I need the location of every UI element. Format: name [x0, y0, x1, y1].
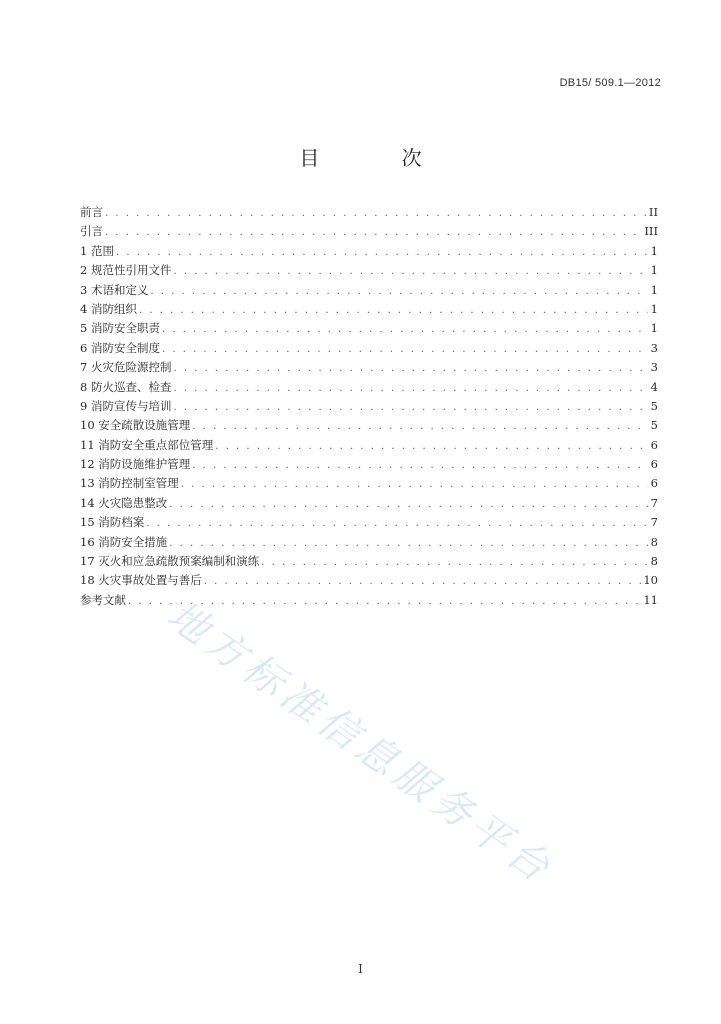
toc-entry-page: 1 — [650, 243, 658, 258]
toc-dot-leader — [169, 534, 648, 553]
toc-dot-leader — [139, 301, 648, 320]
page-number: I — [358, 962, 363, 976]
toc-entry[interactable] — [80, 261, 658, 280]
toc-dot-leader — [192, 417, 648, 436]
toc-dot-leader — [150, 282, 648, 301]
toc-entry-label: 1 范围 — [80, 243, 114, 258]
toc-dot-leader — [105, 223, 642, 242]
toc-entry[interactable] — [80, 591, 658, 610]
toc-dot-leader — [173, 398, 648, 417]
toc-entry[interactable] — [80, 397, 658, 416]
toc-entry[interactable] — [80, 474, 658, 493]
toc-entry-page: 6 — [650, 476, 658, 491]
toc-dot-leader — [162, 320, 648, 339]
toc-entry-label: 4 消防组织 — [80, 301, 137, 316]
toc-entry-label: 参考文献 — [80, 592, 126, 607]
toc-entry-label: 12 消防设施维护管理 — [80, 457, 191, 472]
standard-code: DB15/ 509.1—2012 — [559, 77, 661, 89]
toc-entry-label: 15 消防档案 — [80, 515, 145, 530]
toc-entry-label: 2 规范性引用文件 — [80, 263, 172, 278]
toc-entry[interactable] — [80, 436, 658, 455]
toc-dot-leader — [173, 359, 648, 378]
toc-entry-label: 8 防火巡查、检查 — [80, 379, 172, 394]
toc-dot-leader — [116, 243, 648, 262]
toc-entry-label: 前言 — [80, 205, 103, 219]
toc-entry-label: 7 火灾危险源控制 — [80, 360, 172, 375]
toc-dot-leader — [204, 572, 642, 591]
toc-entry-page: 5 — [650, 398, 658, 413]
toc-entry-page: 3 — [650, 360, 658, 375]
toc-dot-leader — [146, 514, 648, 533]
toc-entry[interactable] — [80, 358, 658, 377]
toc-entry-page: 1 — [650, 321, 658, 336]
toc-dot-leader — [105, 204, 647, 223]
toc-entry[interactable] — [80, 494, 658, 513]
table-of-contents — [80, 203, 658, 610]
toc-dot-leader — [169, 495, 648, 514]
toc-entry-page: 1 — [650, 282, 658, 297]
toc-entry[interactable] — [80, 533, 658, 552]
watermark: 地方标准信息服务平台 — [158, 592, 562, 894]
toc-entry-page: 10 — [643, 573, 658, 588]
toc-entry[interactable] — [80, 319, 658, 338]
toc-entry[interactable] — [80, 242, 658, 261]
toc-entry-page: 4 — [650, 379, 658, 394]
toc-entry-page: 6 — [650, 457, 658, 472]
toc-entry-page: 8 — [650, 554, 658, 569]
toc-entry[interactable] — [80, 300, 658, 319]
page-title: 目 次 — [299, 146, 460, 170]
toc-entry[interactable] — [80, 571, 658, 590]
toc-entry[interactable] — [80, 378, 658, 397]
toc-entry-label: 13 消防控制室管理 — [80, 476, 179, 491]
toc-entry-label: 18 火灾事故处置与善后 — [80, 573, 202, 588]
toc-entry-page: 7 — [650, 495, 658, 510]
toc-entry[interactable] — [80, 513, 658, 532]
toc-entry-label: 6 消防安全制度 — [80, 340, 160, 355]
toc-entry-label: 9 消防宣传与培训 — [80, 398, 172, 413]
toc-entry[interactable] — [80, 552, 658, 571]
toc-entry[interactable] — [80, 281, 658, 300]
toc-entry-label: 16 消防安全措施 — [80, 534, 168, 549]
toc-entry-page: 7 — [650, 515, 658, 530]
toc-entry-label: 5 消防安全职责 — [80, 321, 160, 336]
toc-entry-page: 6 — [650, 437, 658, 452]
toc-dot-leader — [215, 437, 648, 456]
toc-entry-label: 14 火灾隐患整改 — [80, 495, 168, 510]
toc-entry-page: III — [644, 224, 658, 239]
toc-entry-label: 3 术语和定义 — [80, 282, 149, 297]
toc-dot-leader — [162, 340, 648, 359]
toc-dot-leader — [261, 553, 648, 572]
toc-dot-leader — [173, 262, 648, 281]
toc-dot-leader — [173, 379, 648, 398]
toc-entry[interactable] — [80, 222, 658, 241]
toc-dot-leader — [181, 475, 648, 494]
toc-entry[interactable] — [80, 339, 658, 358]
toc-entry-page: 1 — [650, 301, 658, 316]
toc-entry-page: 1 — [650, 263, 658, 278]
toc-entry-page: 8 — [650, 534, 658, 549]
toc-dot-leader — [192, 456, 648, 475]
toc-entry-page: 3 — [650, 340, 658, 355]
toc-entry[interactable] — [80, 416, 658, 435]
toc-entry-label: 10 安全疏散设施管理 — [80, 418, 191, 433]
toc-entry-page: 5 — [650, 418, 658, 433]
toc-entry-page: II — [648, 205, 658, 219]
toc-entry-label: 引言 — [80, 224, 103, 239]
toc-entry-label: 11 消防安全重点部位管理 — [80, 437, 214, 452]
toc-entry-label: 17 灭火和应急疏散预案编制和演练 — [80, 554, 260, 569]
toc-entry-page: 11 — [643, 592, 658, 607]
toc-entry[interactable] — [80, 455, 658, 474]
toc-entry[interactable] — [80, 203, 658, 222]
